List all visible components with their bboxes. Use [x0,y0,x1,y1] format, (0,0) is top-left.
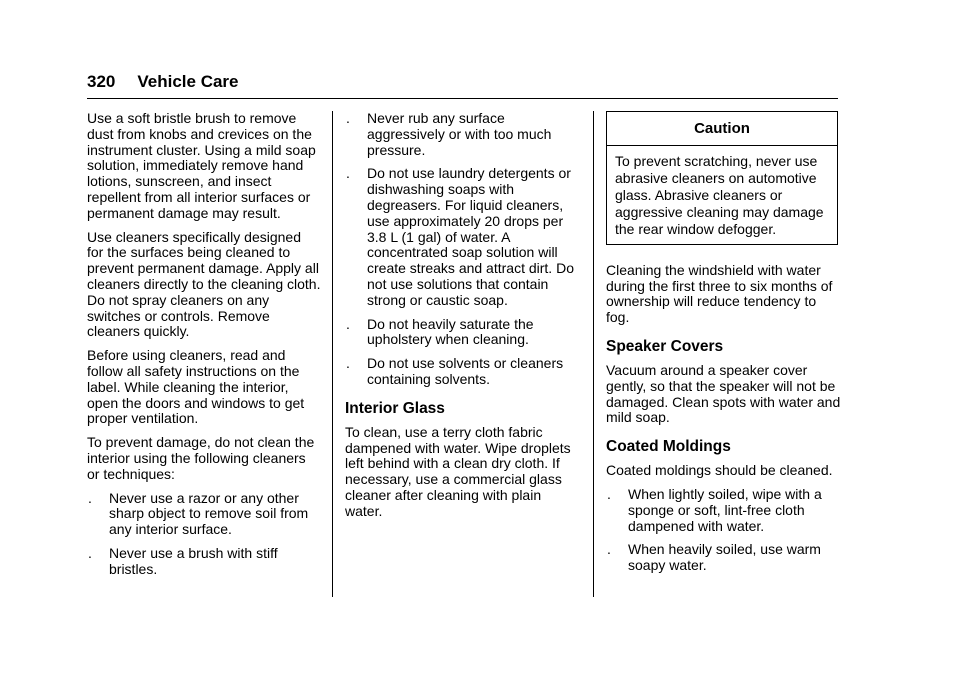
bullet-marker: . [607,485,611,502]
list-item-text: Do not heavily saturate the upholstery when cleaning. [367,315,534,348]
list-item-text: Never rub any surface aggressively or with too much pressure. [367,110,552,158]
paragraph: Before using cleaners, read and follow all safety instructions on the label. While cleaning the interior, open the doors and windows to get proper ventilation. [87,347,305,427]
bullet-list [87,491,321,578]
column-3 [606,111,842,582]
section-title: Vehicle Care [137,72,239,91]
bullet-marker: . [346,355,350,372]
list-item-text: When heavily soiled, use warm soapy water. [628,541,821,574]
paragraph: To prevent damage, do not clean the interior using the following cleaners or techniques: [87,434,315,482]
list-item [345,356,581,388]
page-header [87,72,838,92]
paragraph: Use cleaners specifically designed for the surfaces being cleaned to prevent permanent damage. Apply all cleaners directly to the cleaning cloth. Do not spray cleaners on any switches or controls. Remove cleaners quickly. [87,228,321,340]
column-1 [87,111,321,586]
list-item-text: When lightly soiled, wipe with a sponge or soft, lint-free cloth dampened with water. [628,485,822,534]
list-item [345,111,581,158]
list-item [87,491,321,538]
paragraph: Cleaning the windshield with water during the first three to six months of ownership will reduce tendency to fog. [606,261,833,326]
bullet-list [345,111,581,388]
caution-body [607,146,837,244]
column-2 [345,111,581,528]
section-heading-coated-moldings: Coated Moldings [606,438,731,456]
page-number: 320 [87,72,116,91]
list-item [345,317,581,349]
list-item [606,542,842,574]
caution-box [606,111,838,245]
list-item [87,546,321,578]
list-item-text: Do not use laundry detergents or dishwashing soaps with degreasers. For liquid cleaners, use approximately 20 drops per 3.8 L (1 gal) of water. A concentrated soap solution will create streaks and attract dirt. Do not use solutions that contain strong or caustic soap. [367,165,574,308]
paragraph: To clean, use a terry cloth fabric dampened with water. Wipe droplets left behind with a clean dry cloth. If necessary, use a commercial glass cleaner after cleaning with plain water. [345,423,571,519]
paragraph: Vacuum around a speaker cover gently, so that the speaker will not be damaged. Clean spots with water and mild soap. [606,361,841,426]
paragraph: Coated moldings should be cleaned. [606,462,833,479]
bullet-marker: . [346,315,350,332]
bullet-list [606,487,842,574]
list-item [606,487,842,534]
bullet-marker: . [346,110,350,126]
section-heading-interior-glass: Interior Glass [345,399,445,417]
paragraph: Use a soft bristle brush to remove dust from knobs and crevices on the instrument cluster. Using a mild soap solution, immediately remove hand lotions, sunscreen, and insect repellent from all interior surfaces or permanent damage may result. [87,110,316,221]
bullet-marker: . [88,489,92,506]
list-item [345,166,581,308]
bullet-marker: . [88,544,92,561]
list-item-text: Never use a razor or any other sharp object to remove soil from any interior surface. [109,489,309,538]
column-divider-2 [593,111,594,597]
section-heading-speaker-covers: Speaker Covers [606,337,724,355]
bullet-marker: . [346,165,350,182]
caution-text: To prevent scratching, never use abrasive cleaners on automotive glass. Abrasive cleaners or aggressive cleaning may damage the rear window defogger. [615,152,824,237]
column-divider-1 [332,111,333,597]
list-item-text: Never use a brush with stiff bristles. [109,544,278,577]
header-rule [87,98,838,99]
bullet-marker: . [607,541,611,558]
list-item-text: Do not use solvents or cleaners containing solvents. [367,355,564,387]
caution-title: Caution [607,112,837,146]
